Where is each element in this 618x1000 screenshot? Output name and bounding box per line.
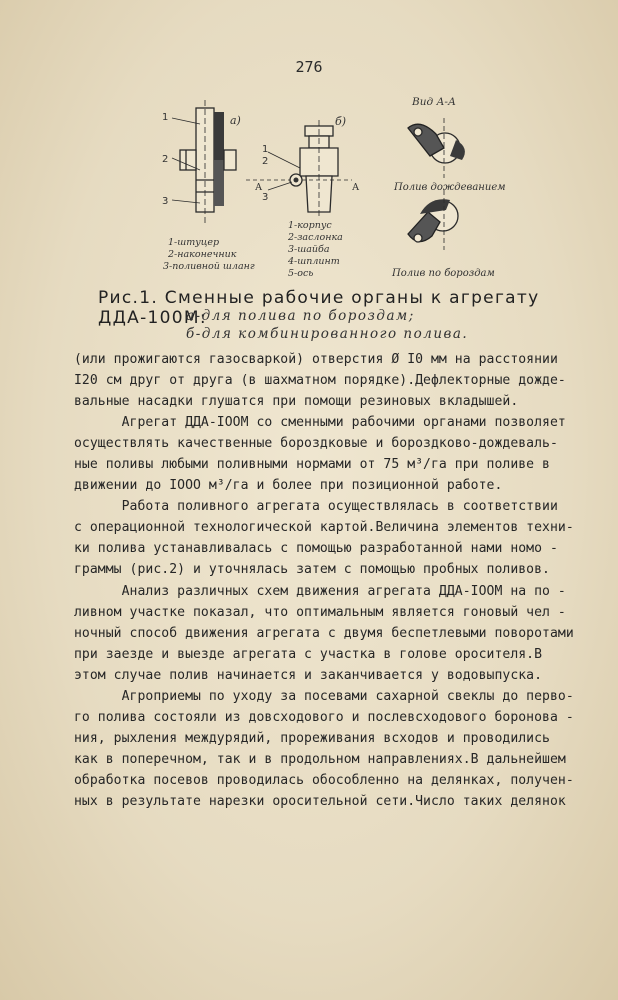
text-line: движении до IООО м³/га и более при позиционной работе. [74,478,503,493]
text-line: ния, рыхления междурядий, прореживания всходов и проводились [74,731,550,746]
callout-number: 2 [262,156,269,167]
text-line: Агроприемы по уходу за посевами сахарной свеклы до перво- [74,689,574,704]
figure-caption-b: б-для комбинированного полива. [186,326,469,342]
figure-caption: Рис.1. Сменные рабочие органы к агрегату ДДА-100М: [98,288,540,328]
text-line: ные поливы любыми поливными нормами от 75 м³/га при поливе в [74,457,550,472]
callout-number: 3 [262,192,269,203]
text-line: осуществлять качественные бороздковые и бороздково-дождеваль- [74,436,558,451]
page-number: 276 [295,58,323,76]
text-line: граммы (рис.2) и уточнялась затем с помощью пробных поливов. [74,562,550,577]
callout-number: 2 [162,154,169,165]
section-mark-right: А [352,182,360,193]
legend-a-item: 3-поливной шланг [163,261,255,272]
text-line: I20 см друг от друга (в шахматном порядке).Дефлекторные дожде- [74,373,566,388]
panel-a-drawing [172,100,236,225]
callout-number: 1 [262,144,269,155]
text-line: ночный способ движения агрегата с двумя беспетлевыми поворотами [74,626,574,641]
text-line: (или прожигаются газосваркой) отверстия Ø I0 мм на расстоянии [74,352,558,367]
legend-b-item: 5-ось [288,268,314,279]
legend-b-item: 3-шайба [288,244,330,255]
text-line: этом случае полив начинается и заканчивается у водовыпуска. [74,668,543,683]
text-line: вальные насадки глушатся при помощи резиновых вкладышей. [74,394,519,409]
panel-b-label: б) [335,115,347,128]
view-caption-sprinkling: Полив дождеванием [394,182,506,193]
text-line: ных в результате нарезки оросительной сети.Число таких делянок [74,794,566,809]
text-line: с операционной технологической картой.Величина элементов техни- [74,520,574,535]
text-line: ливном участке показал, что оптимальным является гоновый чел - [74,605,566,620]
legend-a-item: 1-штуцер [168,237,220,248]
text-line: как в поперечном, так и в продольном направлениях.В дальнейшем [74,752,566,767]
section-mark-left: А [255,182,263,193]
view-caption-furrows: Полив по бороздам [392,268,495,279]
text-line: Работа поливного агрегата осуществлялась в соответствии [74,499,558,514]
text-line: обработка посевов проводилась обособленно на делянках, получен- [74,773,574,788]
text-line: при заезде и выезде агрегата с участка в голове оросителя.В [74,647,543,662]
callout-number: 3 [162,196,169,207]
figure-drawing [0,0,618,290]
text-line: ки полива устанавливалась с помощью разработанной нами номо - [74,541,558,556]
text-line: го полива состояли из довсходового и послевсходового боронова - [74,710,574,725]
view-label: Вид А-А [412,96,456,108]
text-line: Агрегат ДДА-IООМ со сменными рабочими органами позволяет [74,415,566,430]
figure-caption-a: а-для полива по бороздам; [186,308,415,324]
text-line: Анализ различных схем движения агрегата ДДА-IООМ на по - [74,584,566,599]
legend-a-item: 2-наконечник [168,249,237,260]
legend-b-item: 4-шплинт [288,256,340,267]
callout-number: 1 [162,112,169,123]
legend-b-item: 2-заслонка [288,232,343,243]
panel-a-label: a) [230,114,241,127]
legend-b-item: 1-корпус [288,220,332,231]
panel-b-drawing [246,120,352,218]
